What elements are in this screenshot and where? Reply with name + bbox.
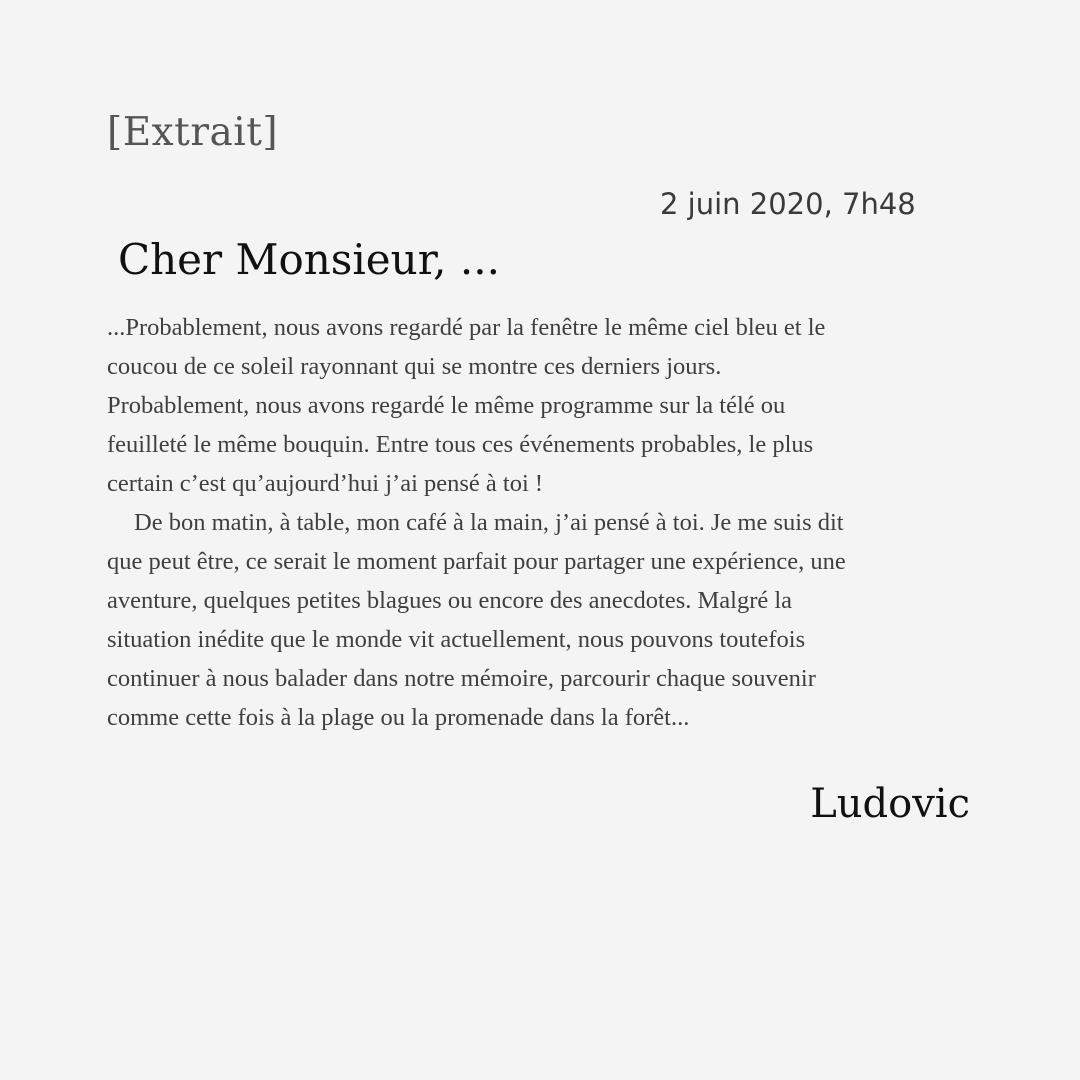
body-line: continuer à nous balader dans notre mémoire, parcourir chaque souvenir [107, 665, 816, 692]
body-line: que peut être, ce serait le moment parfait pour partager une expérience, une [107, 548, 846, 575]
excerpt-tag: [Extrait] [107, 110, 279, 155]
body-line: feuilleté le même bouquin. Entre tous ces événements probables, le plus [107, 431, 814, 458]
letter-body [107, 308, 977, 737]
body-line: certain c’est qu’aujourd’hui j’ai pensé à toi ! [107, 470, 544, 497]
body-line: Probablement, nous avons regardé le même programme sur la télé ou [107, 392, 786, 419]
letter-date: 2 juin 2020, 7h48 [660, 187, 916, 221]
signature: Ludovic [810, 781, 970, 827]
body-line: situation inédite que le monde vit actuellement, nous pouvons toutefois [107, 626, 806, 653]
body-line: De bon matin, à table, mon café à la main, j’ai pensé à toi. Je me suis dit [134, 509, 844, 536]
body-line: comme cette fois à la plage ou la promenade dans la forêt... [107, 704, 690, 731]
body-line: ...Probablement, nous avons regardé par la fenêtre le même ciel bleu et le [107, 314, 826, 341]
body-line: aventure, quelques petites blagues ou encore des anecdotes. Malgré la [107, 587, 793, 614]
salutation: Cher Monsieur, ... [118, 235, 500, 284]
body-line: coucou de ce soleil rayonnant qui se montre ces derniers jours. [107, 353, 722, 380]
